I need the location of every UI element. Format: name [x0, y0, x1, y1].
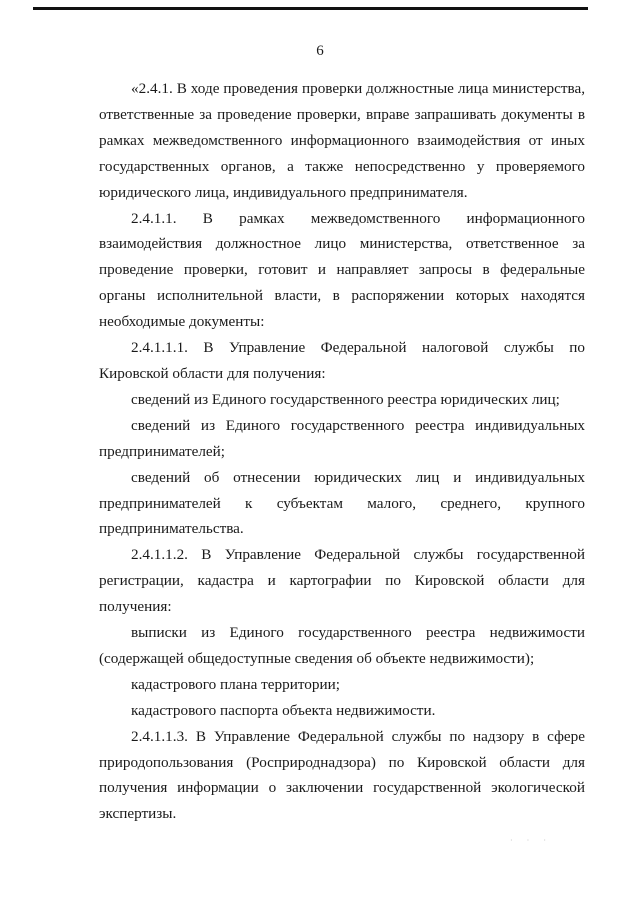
paragraph-2-4-1: «2.4.1. В ходе проведения проверки должностные лица министерства, ответственные за проведение проверки, вправе запрашивать документы в рамках межведомственного информационного взаимодействия от иных государственных органов, а также непосредственно у проверяемого юридического лица, индивидуального предпринимателя.: [99, 80, 585, 201]
paragraph-2-4-1-1-2: 2.4.1.1.2. В Управление Федеральной службы государственной регистрации, кадастра и картографии по Кировской области для получения:: [99, 546, 585, 616]
list-item-entrepreneurs: сведений из Единого государственного реестра индивидуальных предпринимателей;: [99, 416, 585, 460]
list-item-real-estate-extract: выписки из Единого государственного реестра недвижимости (содержащей общедоступные сведения об объекте недвижимости);: [99, 624, 585, 667]
document-body: [99, 76, 585, 827]
page-number: 6: [316, 43, 324, 59]
list-item-legal-entities: сведений из Единого государственного реестра юридических лиц;: [131, 390, 560, 408]
list-item-cadastral-plan: кадастрового плана территории;: [131, 675, 340, 693]
list-item-business-size: сведений об отнесении юридических лиц и индивидуальных предпринимателей к субъектам малого, среднего, крупного предпринимательства.: [99, 468, 585, 538]
paragraph-2-4-1-1-3: 2.4.1.1.3. В Управление Федеральной службы по надзору в сфере природопользования (Росприроднадзора) по Кировской области для получения информации о заключении государственной экологической экспертизы.: [99, 727, 585, 823]
list-item-cadastral-passport: кадастрового паспорта объекта недвижимости.: [131, 701, 436, 719]
paragraph-2-4-1-1: 2.4.1.1. В рамках межведомственного информационного взаимодействия должностное лицо министерства, ответственное за проведение проверки, готовит и направляет запросы в федеральные органы исполнительной власти, в распоряжении которых находятся необходимые документы:: [99, 209, 585, 331]
scan-artifact: · · ·: [510, 836, 552, 845]
paragraph-2-4-1-1-1: 2.4.1.1.1. В Управление Федеральной налоговой службы по Кировской области для получения:: [99, 339, 585, 382]
top-rule: [33, 7, 588, 10]
